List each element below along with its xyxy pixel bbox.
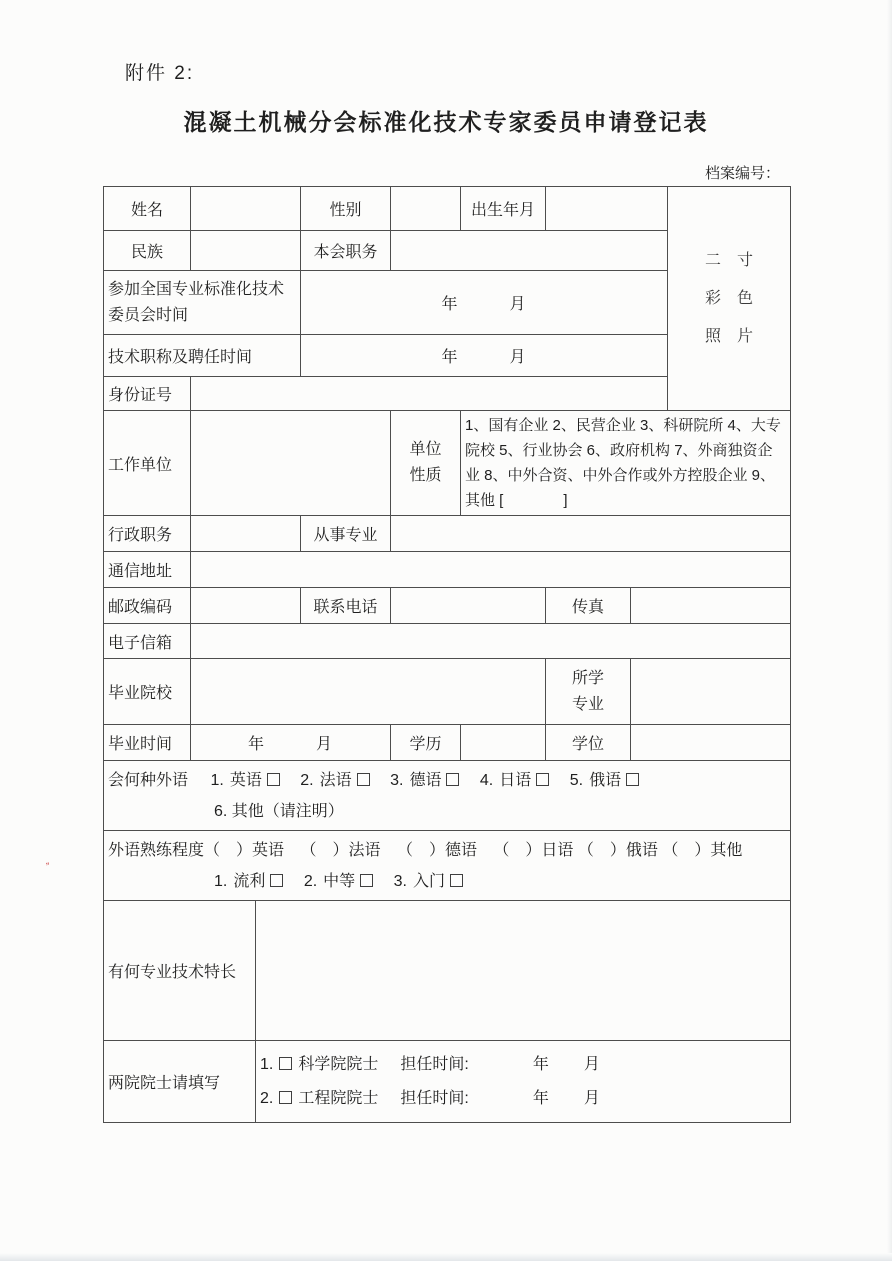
option-number: 3.	[393, 872, 407, 890]
work-unit-label: 工作单位	[104, 411, 191, 516]
tech-title-time-input-cell[interactable]: 年 月	[301, 335, 668, 377]
english-checkbox[interactable]	[267, 773, 280, 786]
photo-line: 二 寸	[704, 251, 753, 269]
academician-line-science	[260, 1048, 786, 1082]
academician-line-engineering	[260, 1082, 786, 1116]
beginner-checkbox[interactable]	[450, 874, 463, 887]
language-option-german[interactable]	[390, 772, 459, 789]
scan-edge-shadow	[887, 0, 892, 1261]
specialty-input-cell[interactable]	[256, 901, 791, 1041]
option-number: 1.	[210, 771, 224, 789]
school-input-cell[interactable]	[191, 659, 546, 725]
address-label: 通信地址	[104, 552, 191, 588]
ethnicity-label: 民族	[104, 231, 191, 271]
work-unit-input-cell[interactable]	[191, 411, 391, 516]
proficiency-row	[104, 831, 791, 901]
major-label-line: 所学	[571, 669, 604, 687]
unit-nature-options[interactable]: 1、国有企业 2、民营企业 3、科研院所 4、大专院校 5、行业协会 6、政府机构 7、外商独资企业 8、中外合资、中外合作或外方控股企业 9、其他 [ ]	[461, 411, 791, 516]
education-input-cell[interactable]	[461, 725, 546, 761]
option-label: 英语	[229, 771, 262, 789]
proficiency-levels	[214, 866, 786, 897]
tenure-time-label: 担任时间:	[400, 1055, 469, 1073]
science-academician-checkbox[interactable]	[279, 1057, 292, 1070]
scan-edge-shadow-bottom	[0, 1253, 892, 1261]
proficiency-japanese-blank[interactable]: （ ）日语	[493, 841, 574, 859]
gender-label: 性别	[301, 187, 391, 231]
name-input-cell[interactable]	[191, 187, 301, 231]
french-checkbox[interactable]	[357, 773, 370, 786]
language-option-other[interactable]: 6. 其他（请注明）	[214, 802, 344, 820]
option-number: 5.	[569, 771, 584, 789]
engineering-academician-checkbox[interactable]	[279, 1091, 292, 1104]
degree-input-cell[interactable]	[631, 725, 791, 761]
major-label-line: 专业	[571, 695, 604, 713]
association-post-label: 本会职务	[301, 231, 391, 271]
option-label: 德语	[409, 771, 442, 789]
file-number-label: 档案编号：	[704, 165, 780, 182]
profession-input-cell[interactable]	[391, 516, 791, 552]
option-number: 2.	[300, 771, 314, 789]
tenure-time-input[interactable]: 年 月	[532, 1089, 601, 1107]
german-checkbox[interactable]	[446, 773, 459, 786]
language-option-french[interactable]	[300, 772, 369, 789]
option-label: 流利	[233, 872, 266, 890]
photo-placeholder[interactable]	[668, 187, 791, 411]
admin-post-label: 行政职务	[104, 516, 191, 552]
tenure-time-input[interactable]: 年 月	[532, 1055, 601, 1073]
fax-input-cell[interactable]	[631, 588, 791, 624]
major-label	[546, 659, 631, 725]
attachment-label: 附件 2:	[125, 63, 195, 84]
option-label: 中等	[323, 872, 356, 890]
intermediate-checkbox[interactable]	[360, 874, 373, 887]
fluent-checkbox[interactable]	[270, 874, 283, 887]
option-label: 法语	[319, 771, 352, 789]
proficiency-label: 外语熟练程度	[108, 841, 205, 859]
proficiency-german-blank[interactable]: （ ）德语	[396, 841, 477, 859]
degree-label: 学位	[546, 725, 631, 761]
committee-join-time-label: 参加全国专业标准化技术委员会时间	[104, 271, 301, 335]
address-input-cell[interactable]	[191, 552, 791, 588]
major-input-cell[interactable]	[631, 659, 791, 725]
language-option-russian[interactable]	[570, 772, 639, 789]
option-label: 日语	[499, 771, 532, 789]
unit-nature-label	[391, 411, 461, 516]
graduation-time-label: 毕业时间	[104, 725, 191, 761]
option-label: 俄语	[589, 771, 622, 789]
tech-title-label: 技术职称及聘任时间	[104, 335, 301, 377]
unit-nature-label-line: 性质	[409, 467, 442, 484]
postcode-label: 邮政编码	[104, 588, 191, 624]
fax-label: 传真	[546, 588, 631, 624]
academician-name: 科学院院士	[298, 1055, 379, 1073]
photo-line: 彩 色	[704, 289, 753, 307]
committee-join-time-input-cell[interactable]: 年 月	[301, 271, 668, 335]
id-number-input-cell[interactable]	[191, 377, 668, 411]
proficiency-russian-blank[interactable]: （ ）俄语	[577, 841, 658, 859]
proficiency-french-blank[interactable]: （ ）法语	[300, 841, 381, 859]
profession-label: 从事专业	[301, 516, 391, 552]
option-number: 3.	[390, 771, 404, 789]
application-form-table	[103, 186, 791, 1123]
option-number: 1.	[214, 872, 228, 890]
japanese-checkbox[interactable]	[536, 773, 549, 786]
option-label: 入门	[412, 872, 445, 890]
option-number: 4.	[479, 771, 494, 789]
gender-input-cell[interactable]	[391, 187, 461, 231]
academician-content	[256, 1041, 791, 1123]
tenure-time-label: 担任时间:	[400, 1089, 469, 1107]
level-fluent[interactable]	[214, 873, 283, 890]
specialty-label: 有何专业技术特长	[104, 901, 256, 1041]
russian-checkbox[interactable]	[626, 773, 639, 786]
language-option-english[interactable]	[210, 772, 279, 789]
scan-artifact-mark: ˮ	[45, 861, 52, 874]
association-post-input-cell[interactable]	[391, 231, 668, 271]
page-title: 混凝土机械分会标准化技术专家委员申请登记表	[183, 109, 709, 135]
proficiency-other-blank[interactable]: （ ）其他	[662, 841, 743, 859]
academician-label: 两院院士请填写	[104, 1041, 256, 1123]
option-number: 2.	[303, 872, 318, 890]
photo-line: 照 片	[704, 327, 753, 345]
ethnicity-input-cell[interactable]	[191, 231, 301, 271]
option-number: 2.	[260, 1089, 274, 1107]
email-input-cell[interactable]	[191, 624, 791, 659]
birth-date-input-cell[interactable]	[546, 187, 668, 231]
option-number: 1.	[260, 1055, 274, 1073]
academician-name: 工程院院士	[298, 1089, 379, 1107]
proficiency-english-blank[interactable]: （ ）英语	[204, 841, 285, 859]
admin-post-input-cell[interactable]	[191, 516, 301, 552]
graduation-time-input-cell[interactable]: 年 月	[191, 725, 391, 761]
name-label: 姓名	[104, 187, 191, 231]
phone-input-cell[interactable]	[391, 588, 546, 624]
postcode-input-cell[interactable]	[191, 588, 301, 624]
languages-label: 会何种外语	[108, 771, 189, 789]
phone-label: 联系电话	[301, 588, 391, 624]
birth-date-label: 出生年月	[461, 187, 546, 231]
email-label: 电子信箱	[104, 624, 191, 659]
unit-nature-label-line: 单位	[409, 441, 442, 458]
education-label: 学历	[391, 725, 461, 761]
level-beginner[interactable]	[394, 873, 463, 890]
languages-row	[104, 761, 791, 831]
school-label: 毕业院校	[104, 659, 191, 725]
level-intermediate[interactable]	[304, 873, 373, 890]
id-number-label: 身份证号	[104, 377, 191, 411]
language-option-japanese[interactable]	[480, 772, 549, 789]
